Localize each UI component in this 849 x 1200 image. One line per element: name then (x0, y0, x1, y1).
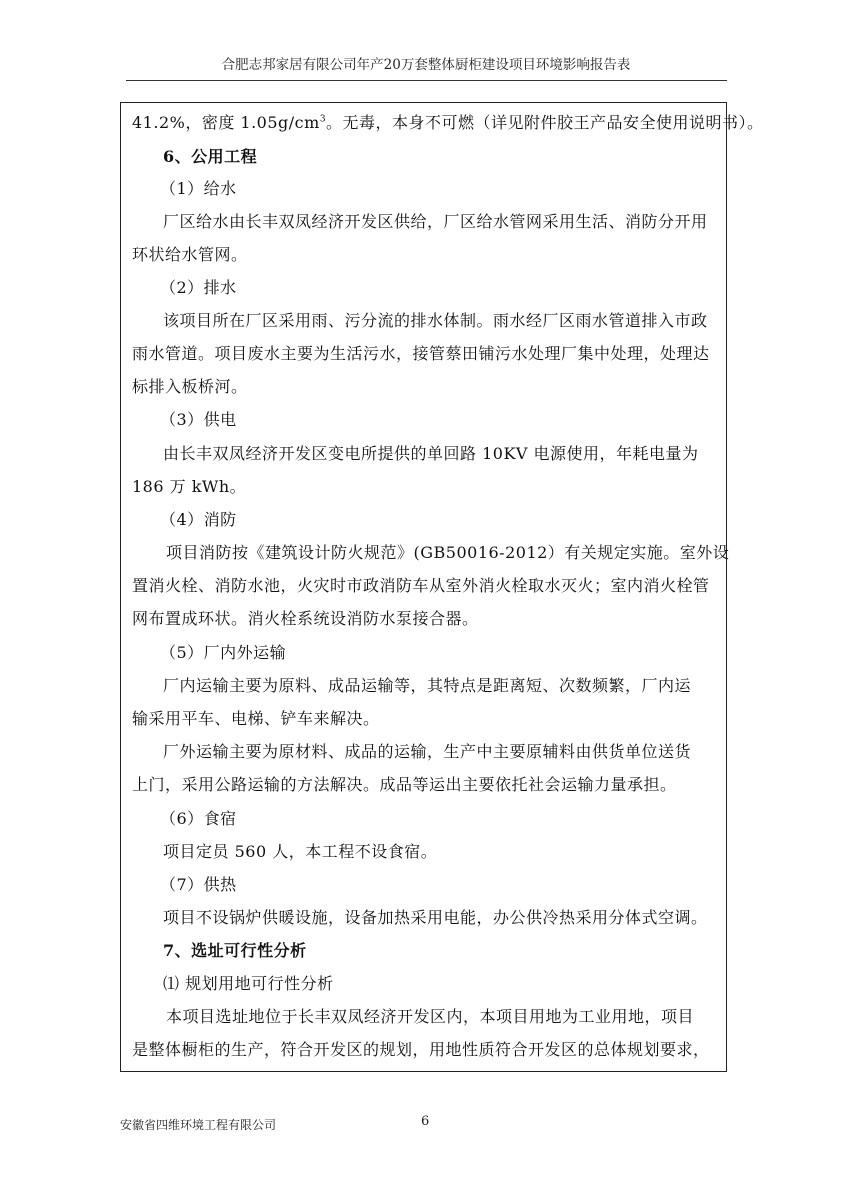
subheading-fire-protection: （4）消防 (160, 510, 237, 529)
page-header: 合肥志邦家居有限公司年产20万套整体厨柜建设项目环境影响报告表 (221, 57, 631, 73)
section-heading-utilities: 6、公用工程 (163, 147, 258, 166)
subheading-drainage: （2）排水 (160, 278, 237, 297)
paragraph-line: 本项目选址地位于长丰双凤经济开发区内，本项目用地为工业用地，项目 (166, 1007, 695, 1026)
paragraph-line: 雨水管道。项目废水主要为生活污水，接管蔡田铺污水处理厂集中处理，处理达 (132, 344, 710, 363)
subheading-heating: （7）供热 (160, 875, 237, 894)
subheading-accommodation: （6）食宿 (160, 809, 237, 828)
paragraph-line: 标排入板桥河。 (132, 377, 248, 396)
subheading-transport: （5）厂内外运输 (160, 643, 287, 662)
paragraph-line: 置消火栓、消防水池，火灾时市政消防车从室外消火栓取水灭火；室内消火栓管 (132, 576, 710, 595)
paragraph-line: 输采用平车、电梯、铲车来解决。 (132, 709, 380, 728)
paragraph-line: 由长丰双凤经济开发区变电所提供的单回路 10KV 电源使用，年耗电量为 (163, 444, 699, 463)
paragraph-line: 项目定员 560 人，本工程不设食宿。 (163, 842, 438, 861)
intro-text-b: 。无毒，本身不可燃（详见附件胶王产品安全使用说明书）。 (326, 113, 764, 132)
subheading-power-supply: （3）供电 (160, 410, 237, 429)
paragraph-line: 是整体橱柜的生产，符合开发区的规划，用地性质符合开发区的总体规划要求， (132, 1040, 710, 1059)
section-heading-site-feasibility: 7、选址可行性分析 (163, 941, 307, 960)
paragraph-line: 上门，采用公路运输的方法解决。成品等运出主要依托社会运输力量承担。 (132, 775, 677, 794)
paragraph-line: 厂区给水由长丰双凤经济开发区供给，厂区给水管网采用生活、消防分开用 (163, 212, 708, 231)
paragraph-line: 该项目所在厂区采用雨、污分流的排水体制。雨水经厂区雨水管道排入市政 (163, 311, 708, 330)
paragraph-line: 厂外运输主要为原材料、成品的运输，生产中主要原辅料由供货单位送货 (163, 742, 692, 761)
paragraph-line: 186 万 kWh。 (132, 477, 247, 496)
paragraph-line: 厂内运输主要为原料、成品运输等，其特点是距离短、次数频繁，厂内运 (163, 676, 692, 695)
header-rule (126, 80, 727, 81)
paragraph-line: 项目不设锅炉供暖设施，设备加热采用电能，办公供冷热采用分体式空调。 (163, 908, 708, 927)
intro-text-a: 41.2%，密度 1.05g/cm (132, 113, 320, 132)
subheading-land-use: ⑴ 规划用地可行性分析 (163, 974, 334, 993)
intro-superscript: 3 (319, 114, 327, 125)
footer-page-number: 6 (421, 1114, 430, 1129)
subheading-water-supply: （1）给水 (160, 179, 237, 198)
paragraph-line: 环状给水管网。 (132, 245, 248, 264)
intro-line (132, 112, 764, 134)
paragraph-line: 网布置成环状。消火栓系统设消防水泵接合器。 (132, 609, 479, 628)
footer-company: 安徽省四维环境工程有限公司 (120, 1118, 277, 1132)
paragraph-line: 项目消防按《建筑设计防火规范》(GB50016-2012）有关规定实施。室外设 (166, 543, 730, 562)
